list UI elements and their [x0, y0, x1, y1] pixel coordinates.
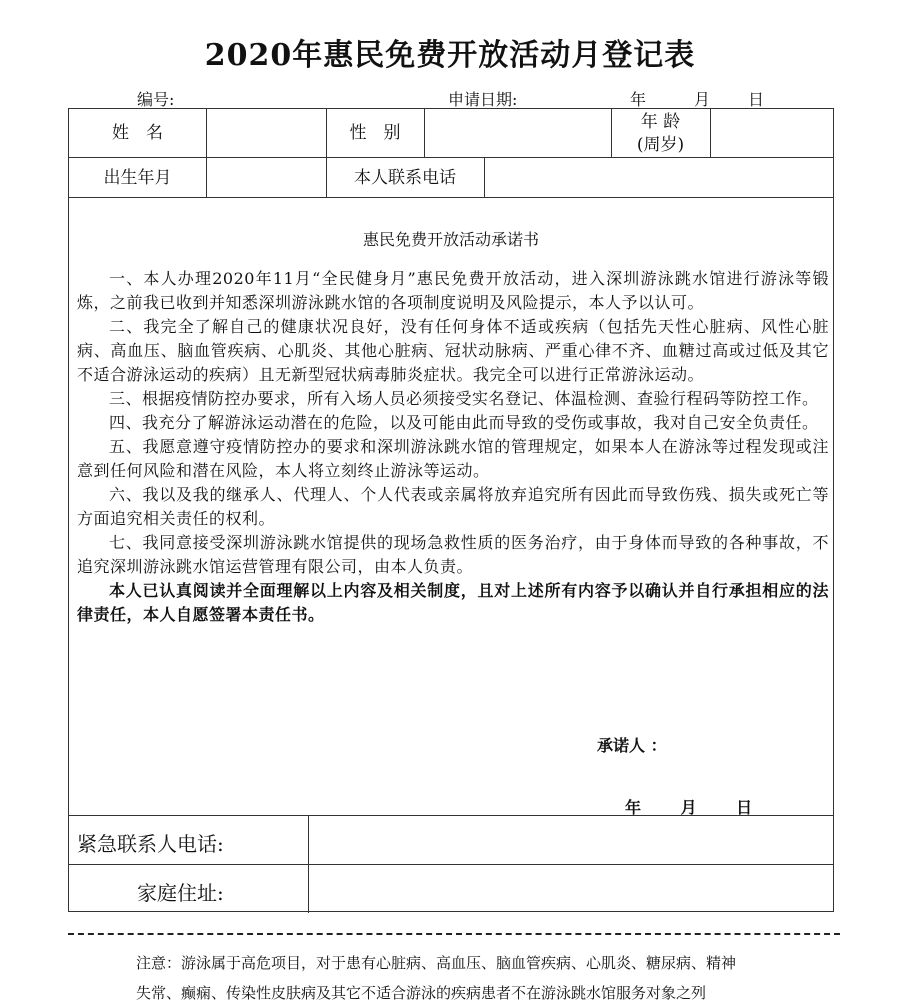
phone-label: 本人联系电话 [354, 168, 456, 188]
gender-field[interactable] [424, 109, 611, 157]
notice-text [136, 948, 786, 1008]
signer-label: 承诺人 ： [597, 736, 667, 755]
home-address-label: 家庭住址: [137, 881, 224, 905]
cut-line-divider [68, 933, 840, 935]
age-field[interactable] [710, 109, 835, 157]
number-label: 编号: [137, 90, 175, 109]
apply-date-month: 月 [694, 90, 711, 109]
phone-field[interactable] [484, 157, 835, 197]
commitment-clause-4: 四、我充分了解游泳运动潜在的危险，以及可能由此而导致的受伤或事故，我对自己安全负责任。 [109, 413, 819, 432]
commitment-clause-6: 六、我以及我的继承人、代理人、个人代表或亲属将放弃追究所有因此而导致伤残、损失或死亡等方面追究相关责任的权利。 [77, 485, 829, 528]
commitment-clause-3: 三、根据疫情防控办要求，所有入场人员必须接受实名登记、体温检测、查验行程码等防控工作。 [109, 389, 819, 408]
name-field[interactable] [206, 109, 326, 157]
registration-table [68, 108, 834, 912]
gender-label: 性 别 [349, 123, 401, 143]
form-title: 2020年惠民免费开放活动月登记表 [204, 38, 696, 73]
age-unit-label: (周岁) [636, 135, 685, 155]
name-label: 姓 名 [112, 123, 163, 143]
confirmation-statement: 本人已认真阅读并全面理解以上内容及相关制度，且对上述所有内容予以确认并自行承担相应的法律责任，本人自愿签署本责任书。 [77, 581, 829, 624]
commitment-body [77, 267, 829, 627]
commitment-clause-2: 二、我完全了解自己的健康状况良好，没有任何身体不适或疾病（包括先天性心脏病、风性心脏病、高血压、脑血管疾病、心肌炎、其他心脏病、冠状动脉病、严重心律不齐、血糖过高或过低及其它不适合游泳运动的疾病）且无新型冠状病毒肺炎症状。我完全可以进行正常游泳运动。 [77, 317, 829, 384]
birth-field[interactable] [206, 157, 326, 197]
commitment-clause-5: 五、我愿意遵守疫情防控办的要求和深圳游泳跳水馆的管理规定，如果本人在游泳等过程发现或注意到任何风险和潜在风险，本人将立刻终止游泳等运动。 [77, 437, 829, 480]
commitment-clause-1: 一、本人办理2020年11月“全民健身月”惠民免费开放活动，进入深圳游泳跳水馆进行游泳等锻炼，之前我已收到并知悉深圳游泳跳水馆的各项制度说明及风险提示，本人予以认可。 [77, 269, 829, 312]
sign-date: 年 月 日 [625, 798, 753, 817]
home-address-field[interactable] [308, 864, 835, 913]
apply-date-day: 日 [748, 90, 765, 109]
emergency-contact-field[interactable] [308, 815, 835, 864]
age-label: 年 龄 [640, 112, 681, 132]
apply-date-year: 年 [630, 90, 647, 109]
commitment-clause-7: 七、我同意接受深圳游泳跳水馆提供的现场急救性质的医务治疗，由于身体而导致的各种事故，不追究深圳游泳跳水馆运营管理有限公司，由本人负责。 [77, 533, 829, 576]
apply-date-label: 申请日期: [448, 90, 518, 109]
emergency-contact-label: 紧急联系人电话: [77, 832, 224, 856]
notice-line-2: 失常、癫痫、传染性皮肤病及其它不适合游泳的疾病患者不在游泳跳水馆服务对象之列 [136, 984, 707, 1002]
birth-label: 出生年月 [103, 168, 172, 188]
commitment-title: 惠民免费开放活动承诺书 [362, 230, 539, 249]
notice-line-1: 注意：游泳属于高危项目，对于患有心脏病、高血压、脑血管疾病、心肌炎、糖尿病、精神 [136, 954, 737, 972]
